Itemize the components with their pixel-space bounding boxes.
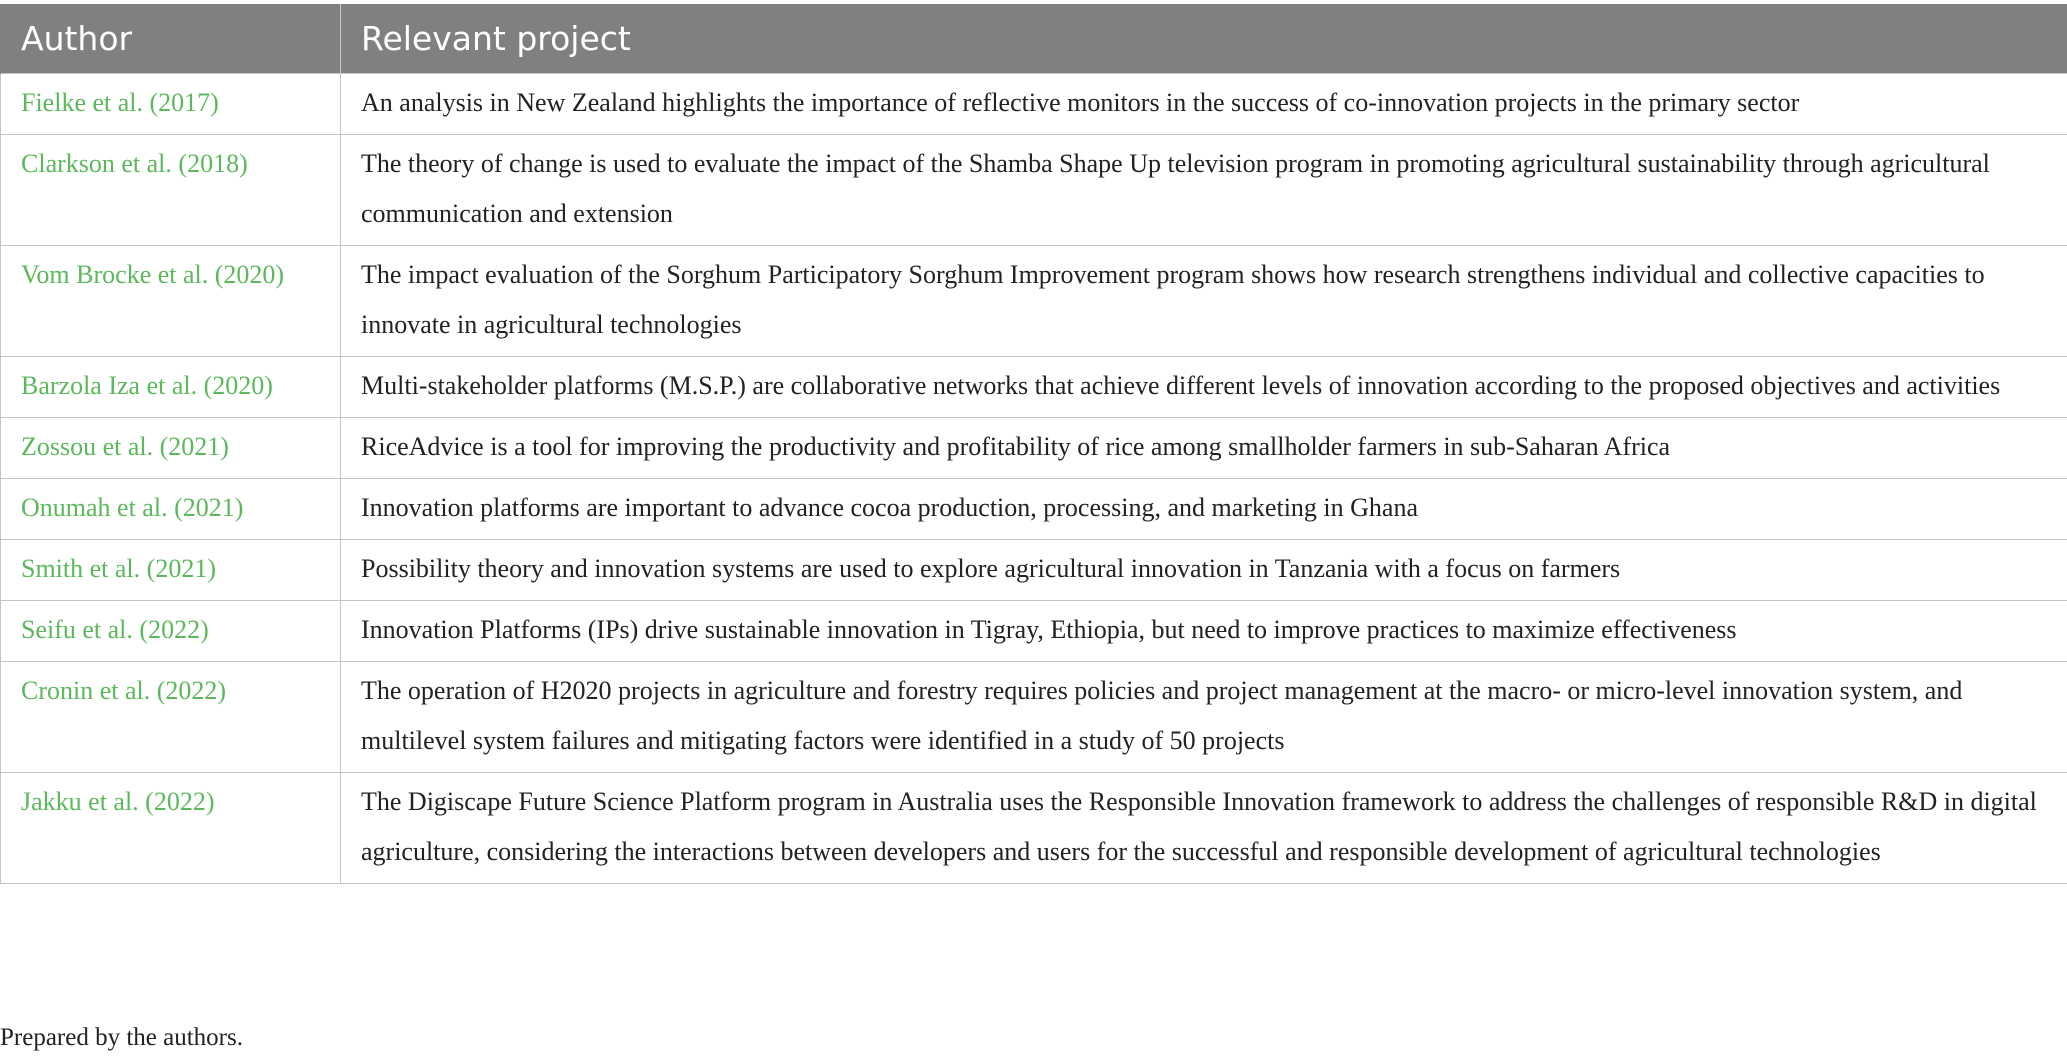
project-cell: The operation of H2020 projects in agriculture and forestry requires policies and project management at the macro- or micro-level innovation system, and multilevel system failures and mitigating factors were identified in a study of 50 projects	[341, 661, 2067, 772]
table-row	[1, 356, 2067, 417]
author-cell[interactable]: Zossou et al. (2021)	[1, 417, 341, 478]
table-row	[1, 772, 2067, 883]
table-row	[1, 245, 2067, 356]
table-row	[1, 539, 2067, 600]
author-cell[interactable]: Onumah et al. (2021)	[1, 478, 341, 539]
author-cell[interactable]: Smith et al. (2021)	[1, 539, 341, 600]
literature-table	[0, 4, 2067, 884]
author-cell[interactable]: Vom Brocke et al. (2020)	[1, 245, 341, 356]
table-row	[1, 134, 2067, 245]
author-cell[interactable]: Cronin et al. (2022)	[1, 661, 341, 772]
author-cell[interactable]: Barzola Iza et al. (2020)	[1, 356, 341, 417]
literature-table-container	[0, 4, 2067, 884]
project-cell: The impact evaluation of the Sorghum Participatory Sorghum Improvement program shows how research strengthens individual and collective capacities to innovate in agricultural technologies	[341, 245, 2067, 356]
header-row	[1, 4, 2067, 73]
project-cell: RiceAdvice is a tool for improving the productivity and profitability of rice among smallholder farmers in sub-Saharan Africa	[341, 417, 2067, 478]
project-cell: Multi-stakeholder platforms (M.S.P.) are collaborative networks that achieve different levels of innovation according to the proposed objectives and activities	[341, 356, 2067, 417]
project-cell: An analysis in New Zealand highlights the importance of reflective monitors in the success of co-innovation projects in the primary sector	[341, 73, 2067, 134]
project-cell: The Digiscape Future Science Platform program in Australia uses the Responsible Innovation framework to address the challenges of responsible R&D in digital agriculture, considering the interactions between developers and users for the successful and responsible development of agricultural technologies	[341, 772, 2067, 883]
author-cell[interactable]: Clarkson et al. (2018)	[1, 134, 341, 245]
table-row	[1, 661, 2067, 772]
table-row	[1, 73, 2067, 134]
table-row	[1, 417, 2067, 478]
project-cell: Innovation Platforms (IPs) drive sustainable innovation in Tigray, Ethiopia, but need to improve practices to maximize effectiveness	[341, 600, 2067, 661]
author-cell[interactable]: Seifu et al. (2022)	[1, 600, 341, 661]
author-cell[interactable]: Jakku et al. (2022)	[1, 772, 341, 883]
project-cell: Possibility theory and innovation systems are used to explore agricultural innovation in Tanzania with a focus on farmers	[341, 539, 2067, 600]
author-column-header: Author	[1, 4, 341, 73]
project-cell: The theory of change is used to evaluate the impact of the Shamba Shape Up television program in promoting agricultural sustainability through agricultural communication and extension	[341, 134, 2067, 245]
table-footnote: Prepared by the authors.	[0, 1024, 243, 1051]
project-column-header: Relevant project	[341, 4, 2067, 73]
table-body	[1, 73, 2067, 883]
table-row	[1, 478, 2067, 539]
table-row	[1, 600, 2067, 661]
author-cell[interactable]: Fielke et al. (2017)	[1, 73, 341, 134]
table-header	[1, 4, 2067, 73]
project-cell: Innovation platforms are important to advance cocoa production, processing, and marketing in Ghana	[341, 478, 2067, 539]
